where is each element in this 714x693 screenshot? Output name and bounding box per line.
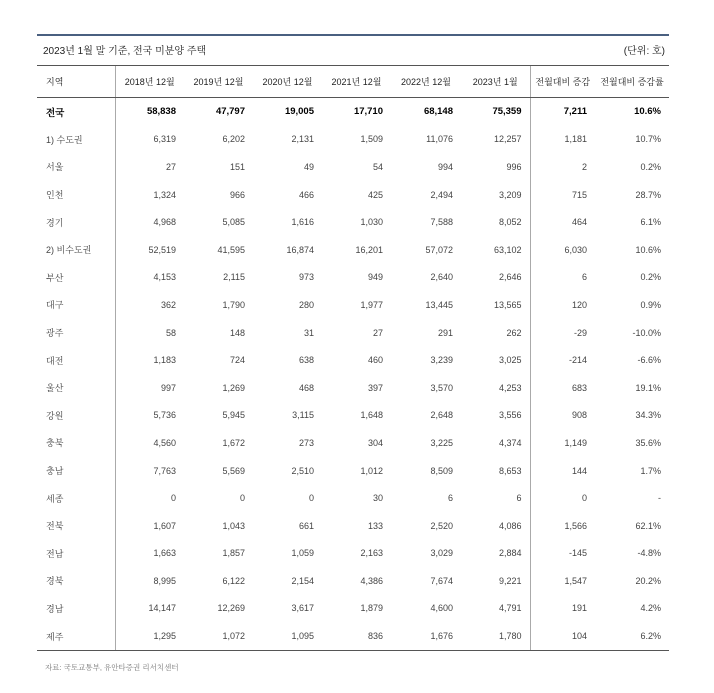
- column-header: 전월대비 증감: [530, 66, 595, 98]
- value-cell: 7,588: [430, 217, 453, 228]
- value-cell: 12,257: [493, 134, 522, 145]
- value-cell: 997: [115, 374, 184, 402]
- value-cell: 2,163: [360, 548, 383, 559]
- value-cell: 1,672: [222, 437, 245, 448]
- table-row: [37, 291, 669, 319]
- value-cell: 661: [298, 520, 314, 531]
- value-cell: -6.6%: [637, 355, 661, 366]
- table-row: [37, 512, 669, 540]
- value-cell: 4,374: [498, 437, 522, 448]
- value-cell: 0.2%: [640, 161, 661, 172]
- value-cell: 13,565: [493, 299, 522, 310]
- value-cell: 996: [506, 161, 522, 172]
- region-cell: 대전: [46, 355, 64, 366]
- value-cell: 7,763: [115, 457, 184, 485]
- value-cell: 2,884: [498, 548, 522, 559]
- table-title: 2023년 1월 말 기준, 전국 미분양 주택: [43, 46, 207, 57]
- value-cell: 151: [229, 161, 245, 172]
- table-row: [37, 374, 669, 402]
- value-cell: -: [658, 493, 661, 504]
- region-cell: 인천: [46, 190, 64, 201]
- value-cell: -4.8%: [637, 548, 661, 559]
- table-row: [37, 236, 669, 264]
- value-cell: 638: [298, 355, 314, 366]
- region-cell: 서울: [46, 162, 64, 173]
- value-cell: 4,086: [498, 520, 522, 531]
- value-cell: 3,115: [292, 410, 314, 421]
- value-cell: 464: [530, 208, 595, 236]
- table-row: [37, 153, 669, 181]
- value-cell: 3,556: [498, 410, 522, 421]
- value-cell: 1.7%: [640, 465, 661, 476]
- value-cell: 104: [530, 622, 595, 650]
- region-cell: 전북: [46, 521, 64, 532]
- value-cell: 144: [530, 457, 595, 485]
- value-cell: 0: [115, 484, 184, 512]
- value-cell: 468: [298, 382, 314, 393]
- value-cell: 397: [367, 382, 383, 393]
- value-cell: 1,616: [291, 217, 314, 228]
- unit-label: (단위: 호): [623, 46, 665, 57]
- value-cell: 49: [303, 161, 314, 172]
- value-cell: 4,560: [115, 429, 184, 457]
- value-cell: 5,736: [115, 402, 184, 430]
- value-cell: 2,510: [291, 465, 314, 476]
- value-cell: 6.1%: [640, 217, 661, 228]
- value-cell: 27: [372, 327, 383, 338]
- value-cell: 3,239: [430, 355, 453, 366]
- value-cell: 52,519: [115, 236, 184, 264]
- value-cell: 2: [530, 153, 595, 181]
- value-cell: 28.7%: [635, 189, 661, 200]
- value-cell: 0: [308, 493, 314, 504]
- value-cell: 1,295: [115, 622, 184, 650]
- value-cell: 4,791: [498, 603, 522, 614]
- column-header: 2022년 12월: [391, 66, 461, 98]
- value-cell: 1,072: [184, 622, 253, 650]
- value-cell: 75,359: [492, 106, 522, 118]
- value-cell: 120: [530, 291, 595, 319]
- value-cell: 1,012: [360, 465, 383, 476]
- value-cell: 34.3%: [635, 410, 661, 421]
- value-cell: 0: [530, 484, 595, 512]
- column-header: 2023년 1월: [461, 66, 530, 98]
- value-cell: 973: [298, 272, 314, 283]
- value-cell: 6.2%: [595, 622, 669, 650]
- value-cell: 6: [447, 493, 453, 504]
- value-cell: -214: [530, 346, 595, 374]
- value-cell: 280: [298, 299, 314, 310]
- value-cell: -145: [530, 540, 595, 568]
- value-cell: 5,569: [222, 465, 245, 476]
- region-cell: 부산: [46, 272, 64, 283]
- value-cell: 2,154: [291, 575, 314, 586]
- value-cell: 10.6%: [634, 106, 661, 118]
- value-cell: 1,183: [115, 346, 184, 374]
- column-header: 전월대비 증감률: [595, 66, 669, 98]
- value-cell: 58: [115, 319, 184, 347]
- value-cell: 1,181: [530, 126, 595, 154]
- region-cell: 충북: [46, 438, 64, 449]
- top-rule: [37, 34, 669, 36]
- value-cell: 62.1%: [635, 520, 661, 531]
- value-cell: 30: [372, 493, 383, 504]
- value-cell: 1,857: [222, 548, 245, 559]
- value-cell: 1,676: [391, 622, 461, 650]
- value-cell: 7,674: [430, 575, 453, 586]
- column-header: 2020년 12월: [253, 66, 322, 98]
- value-cell: 41,595: [217, 244, 245, 255]
- value-cell: 0: [239, 493, 245, 504]
- value-cell: 1,030: [360, 217, 383, 228]
- value-cell: 47,797: [215, 106, 245, 118]
- value-cell: 262: [506, 327, 522, 338]
- value-cell: 4,253: [498, 382, 522, 393]
- value-cell: 6,319: [115, 126, 184, 154]
- value-cell: 58,838: [115, 98, 184, 126]
- value-cell: 1,879: [360, 603, 383, 614]
- value-cell: 3,617: [291, 603, 314, 614]
- value-cell: 8,995: [115, 567, 184, 595]
- value-cell: 1,977: [360, 299, 383, 310]
- value-cell: 19,005: [284, 106, 314, 118]
- value-cell: 5,085: [222, 217, 245, 228]
- value-cell: 19.1%: [635, 382, 661, 393]
- value-cell: 16,201: [355, 244, 383, 255]
- value-cell: 1,149: [530, 429, 595, 457]
- value-cell: 3,025: [498, 355, 522, 366]
- value-cell: 1,566: [530, 512, 595, 540]
- column-header: 2019년 12월: [184, 66, 253, 98]
- value-cell: 1,095: [253, 622, 322, 650]
- value-cell: 3,225: [430, 437, 453, 448]
- region-cell: 2) 비수도권: [46, 245, 92, 256]
- value-cell: 966: [229, 189, 245, 200]
- value-cell: 9,221: [498, 575, 522, 586]
- table-row: [37, 595, 669, 623]
- value-cell: 148: [229, 327, 245, 338]
- value-cell: 2,646: [498, 272, 522, 283]
- table-row: [37, 208, 669, 236]
- value-cell: 1,663: [115, 540, 184, 568]
- region-cell: 경기: [46, 217, 64, 228]
- value-cell: 6: [516, 493, 522, 504]
- value-cell: 12,269: [217, 603, 245, 614]
- region-cell: 경남: [46, 603, 64, 614]
- value-cell: 1,509: [360, 134, 383, 145]
- value-cell: 2,494: [430, 189, 453, 200]
- value-cell: 8,509: [430, 465, 453, 476]
- table-row: [37, 567, 669, 595]
- value-cell: 715: [530, 181, 595, 209]
- value-cell: 10.7%: [635, 134, 661, 145]
- value-cell: 1,269: [222, 382, 245, 393]
- value-cell: 6,202: [222, 134, 245, 145]
- value-cell: 1,059: [291, 548, 314, 559]
- value-cell: 273: [298, 437, 314, 448]
- region-cell: 경북: [46, 576, 64, 587]
- value-cell: 31: [303, 327, 314, 338]
- housing-table: [37, 65, 669, 651]
- value-cell: -10.0%: [632, 327, 661, 338]
- region-cell: 제주: [37, 622, 115, 650]
- value-cell: 683: [530, 374, 595, 402]
- region-cell: 전국: [46, 107, 65, 119]
- value-cell: 4,600: [430, 603, 453, 614]
- value-cell: 13,445: [425, 299, 453, 310]
- value-cell: 460: [367, 355, 383, 366]
- value-cell: 4,153: [115, 264, 184, 292]
- value-cell: 836: [322, 622, 391, 650]
- value-cell: 291: [437, 327, 453, 338]
- value-cell: 1,648: [360, 410, 383, 421]
- value-cell: 68,148: [423, 106, 453, 118]
- region-cell: 대구: [46, 300, 64, 311]
- value-cell: 0.9%: [640, 299, 661, 310]
- value-cell: 63,102: [493, 244, 522, 255]
- value-cell: 11,076: [426, 134, 453, 145]
- region-cell: 전남: [46, 548, 64, 559]
- value-cell: 2,520: [430, 520, 453, 531]
- value-cell: 7,211: [530, 98, 595, 126]
- column-header-region: 지역: [37, 66, 115, 98]
- value-cell: 4,386: [360, 575, 383, 586]
- value-cell: 466: [298, 189, 314, 200]
- value-cell: 362: [115, 291, 184, 319]
- table-row: [37, 429, 669, 457]
- table-row: [37, 126, 669, 154]
- table-row: [37, 402, 669, 430]
- value-cell: 425: [367, 189, 383, 200]
- table-row: [37, 540, 669, 568]
- region-cell: 강원: [46, 410, 64, 421]
- value-cell: 20.2%: [635, 575, 661, 586]
- value-cell: 3,029: [430, 548, 453, 559]
- value-cell: 994: [437, 161, 453, 172]
- value-cell: 57,072: [425, 244, 453, 255]
- region-cell: 울산: [46, 383, 64, 394]
- value-cell: 724: [229, 355, 245, 366]
- table-row: [37, 264, 669, 292]
- value-cell: 8,052: [498, 217, 522, 228]
- value-cell: 3,209: [498, 189, 522, 200]
- value-cell: 6,030: [530, 236, 595, 264]
- value-cell: 8,653: [498, 465, 522, 476]
- value-cell: 54: [372, 161, 383, 172]
- value-cell: 2,115: [223, 272, 245, 283]
- table-body: [37, 98, 669, 651]
- total-row: [37, 98, 669, 126]
- value-cell: 1,547: [530, 567, 595, 595]
- table-row: [37, 457, 669, 485]
- title-row: [37, 42, 669, 58]
- value-cell: 10.6%: [635, 244, 661, 255]
- table-row: [37, 484, 669, 512]
- region-cell: 1) 수도권: [46, 134, 83, 145]
- region-cell: 광주: [46, 328, 64, 339]
- value-cell: 949: [367, 272, 383, 283]
- value-cell: 0.2%: [640, 272, 661, 283]
- table-row: [37, 181, 669, 209]
- value-cell: 2,640: [430, 272, 453, 283]
- value-cell: 16,874: [286, 244, 314, 255]
- value-cell: 3,570: [430, 382, 453, 393]
- value-cell: 304: [367, 437, 383, 448]
- table-row: [37, 622, 669, 650]
- value-cell: 4.2%: [640, 603, 661, 614]
- value-cell: -29: [530, 319, 595, 347]
- value-cell: 1,790: [222, 299, 245, 310]
- value-cell: 5,945: [222, 410, 245, 421]
- value-cell: 2,648: [430, 410, 453, 421]
- table-row: [37, 319, 669, 347]
- header-row: [37, 66, 669, 98]
- table-row: [37, 346, 669, 374]
- value-cell: 4,968: [115, 208, 184, 236]
- region-cell: 세종: [46, 493, 64, 504]
- source-note: 자료: 국토교통부, 유안타증권 리서치센터: [45, 663, 179, 672]
- value-cell: 133: [367, 520, 383, 531]
- value-cell: 2,131: [291, 134, 314, 145]
- value-cell: 6: [530, 264, 595, 292]
- value-cell: 35.6%: [635, 437, 661, 448]
- column-header: 2018년 12월: [115, 66, 184, 98]
- region-cell: 충남: [46, 466, 64, 477]
- value-cell: 1,043: [222, 520, 245, 531]
- value-cell: 191: [530, 595, 595, 623]
- column-header: 2021년 12월: [322, 66, 391, 98]
- value-cell: 14,147: [115, 595, 184, 623]
- value-cell: 1,607: [115, 512, 184, 540]
- value-cell: 6,122: [222, 575, 245, 586]
- value-cell: 17,710: [353, 106, 383, 118]
- value-cell: 1,780: [461, 622, 530, 650]
- value-cell: 1,324: [115, 181, 184, 209]
- value-cell: 908: [530, 402, 595, 430]
- value-cell: 27: [115, 153, 184, 181]
